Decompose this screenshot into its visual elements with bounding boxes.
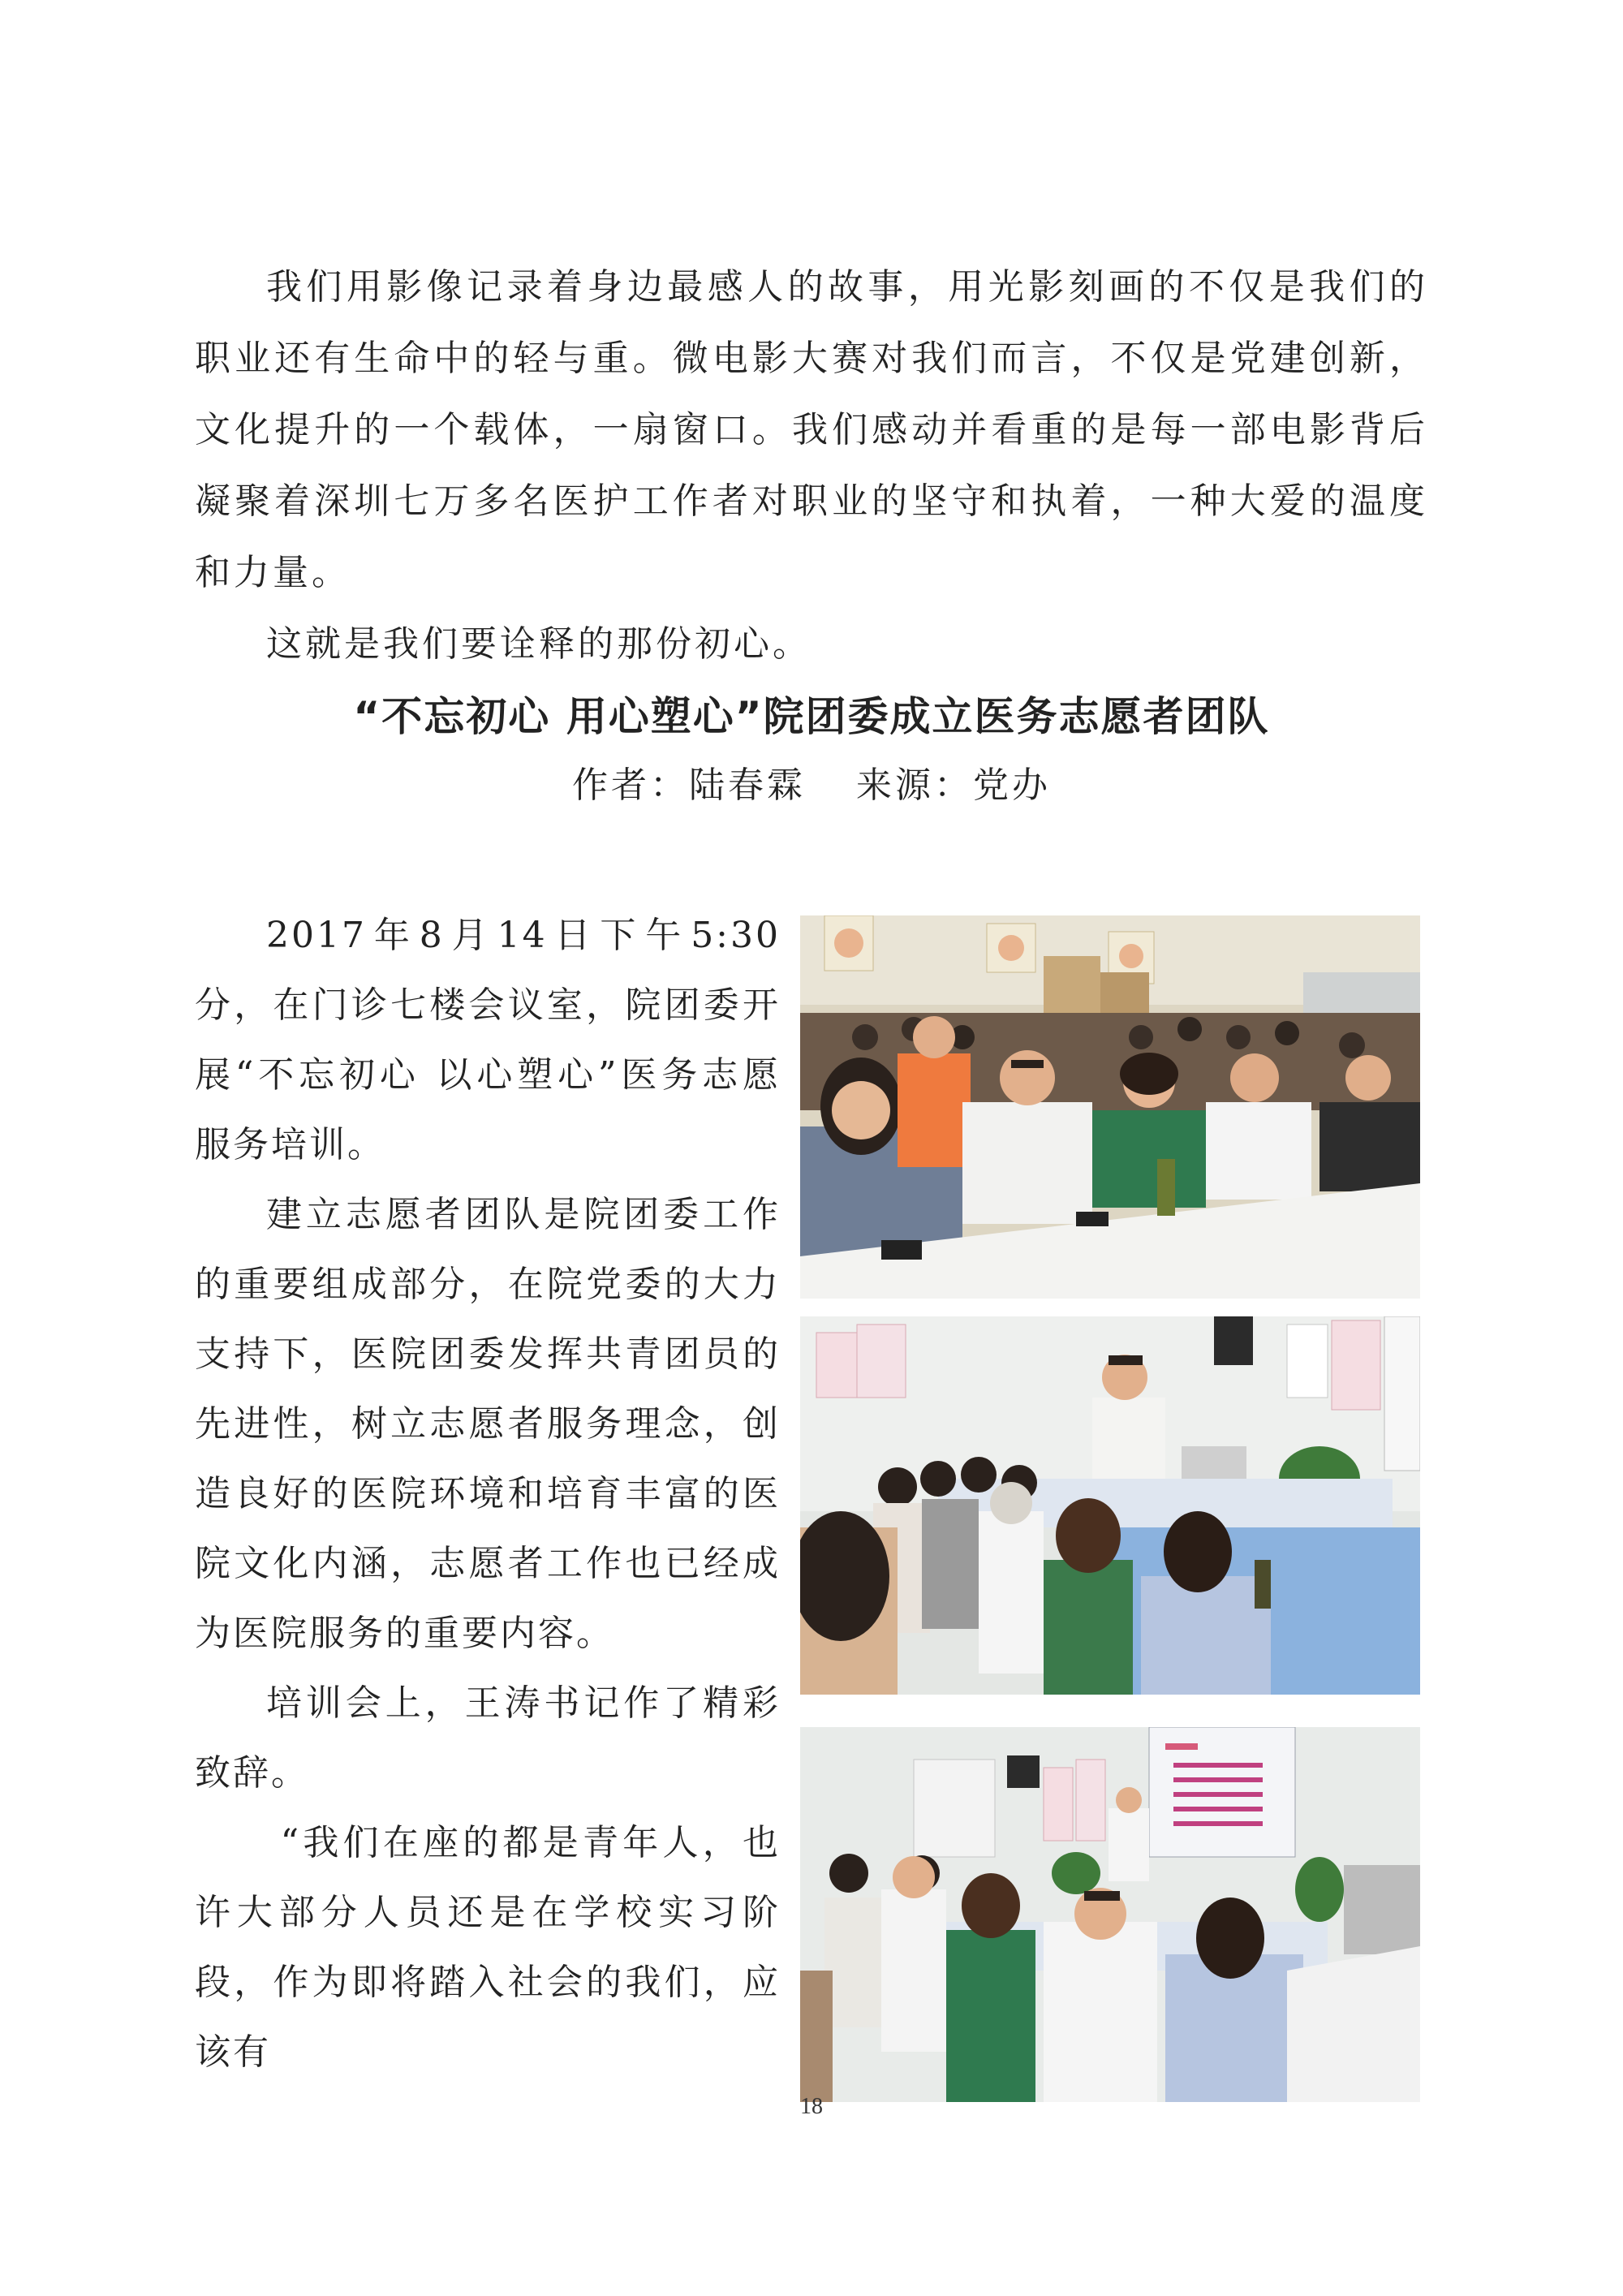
intro-paragraph: 这就是我们要诠释的那份初心。 (266, 623, 812, 665)
author-line: 作者：陆春霖 (572, 765, 806, 806)
article-title: “不忘初心 用心塑心”院团委成立医务志愿者团队 (353, 693, 1270, 740)
photo-presentation-screen (800, 1727, 1420, 2102)
page-number: 18 (800, 2094, 823, 2119)
photo-speaker-front (800, 1316, 1420, 1695)
source-line: 来源：党办 (856, 765, 1051, 806)
article-byline (195, 753, 1428, 818)
article-paragraph: “我们在座的都是青年人，也许大部分人员还是在学校实习阶段，作为即将踏入社会的我们，应该有 (195, 1822, 781, 2073)
intro-text (195, 252, 1428, 680)
article-body (195, 901, 781, 2087)
photo-audience-seated (800, 915, 1420, 1299)
article-paragraph: 培训会上，王涛书记作了精彩致辞。 (195, 1682, 781, 1794)
intro-paragraph: 我们用影像记录着身边最感人的故事，用光影刻画的不仅是我们的职业还有生命中的轻与重。微电影大赛对我们而言，不仅是党建创新，文化提升的一个载体，一扇窗口。我们感动并看重的是每一部电影背后凝聚着深圳七万多名医护工作者对职业的坚守和执着，一种大爱的温度和力量。 (195, 266, 1428, 593)
article-paragraph: 建立志愿者团队是院团委工作的重要组成部分，在院党委的大力支持下，医院团委发挥共青团员的先进性，树立志愿者服务理念，创造良好的医院环境和培育丰富的医院文化内涵，志愿者工作也已经成为医院服务的重要内容。 (195, 1194, 781, 1654)
article-paragraph: 2017年8月14日下午5:30分，在门诊七楼会议室，院团委开展“不忘初心 以心塑心”医务志愿服务培训。 (195, 915, 781, 1165)
